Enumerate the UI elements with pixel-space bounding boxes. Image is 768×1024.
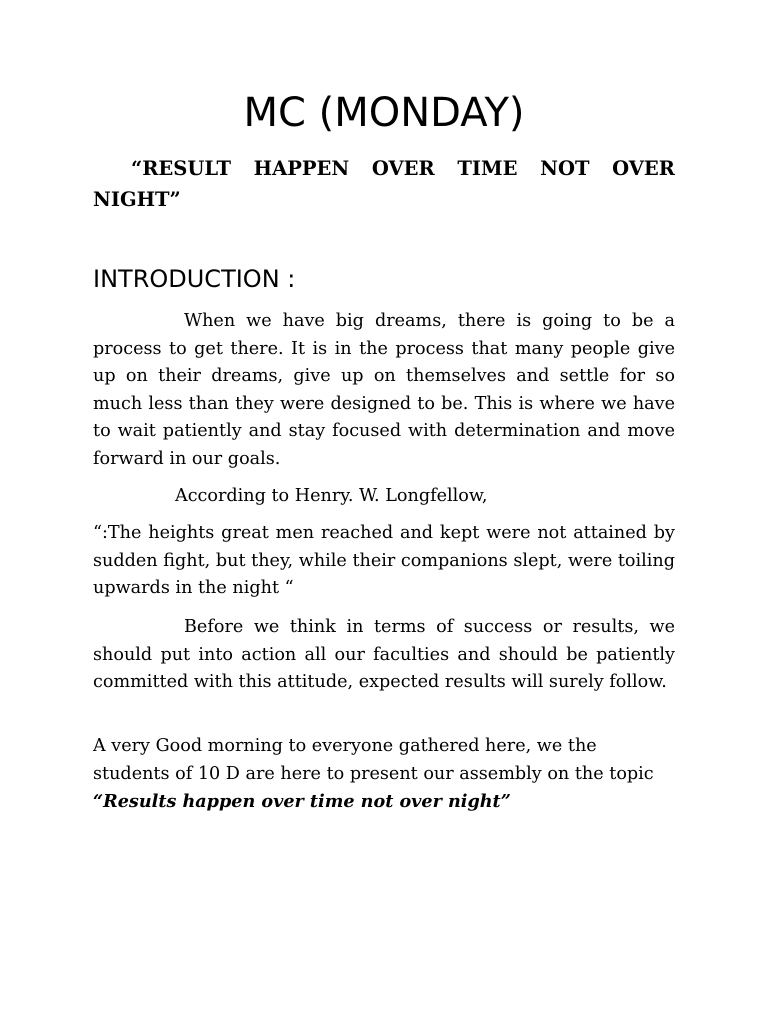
closing-paragraph <box>93 733 675 817</box>
attribution-line: According to Henry. W. Longfellow, <box>175 486 488 506</box>
document-title: MC (MONDAY) <box>243 90 525 136</box>
theme-quote: “RESULT HAPPEN OVER TIME NOT OVER NIGHT” <box>93 157 675 211</box>
closing-text: A very Good morning to everyone gathered here, we the students of 10 D are here to present our assembly on the topic <box>93 736 654 784</box>
longfellow-quote: “:The heights great men reached and kept were not attained by sudden fight, but they, while their companions slept, were toiling upwards in the night “ <box>93 523 675 599</box>
topic-emphasis: “Results happen over time not over night” <box>93 791 511 813</box>
results-paragraph: Before we think in terms of success or results, we should put into action all our faculties and should be patiently committed with this attitude, expected results will surely follow. <box>93 617 675 693</box>
section-heading-introduction: INTRODUCTION : <box>93 265 296 293</box>
intro-paragraph: When we have big dreams, there is going to be a process to get there. It is in the process that many people give up on their dreams, give up on themselves and settle for so much less than they were designed to be. This is where we have to wait patiently and stay focused with determination and move forward in our goals. <box>93 311 675 469</box>
